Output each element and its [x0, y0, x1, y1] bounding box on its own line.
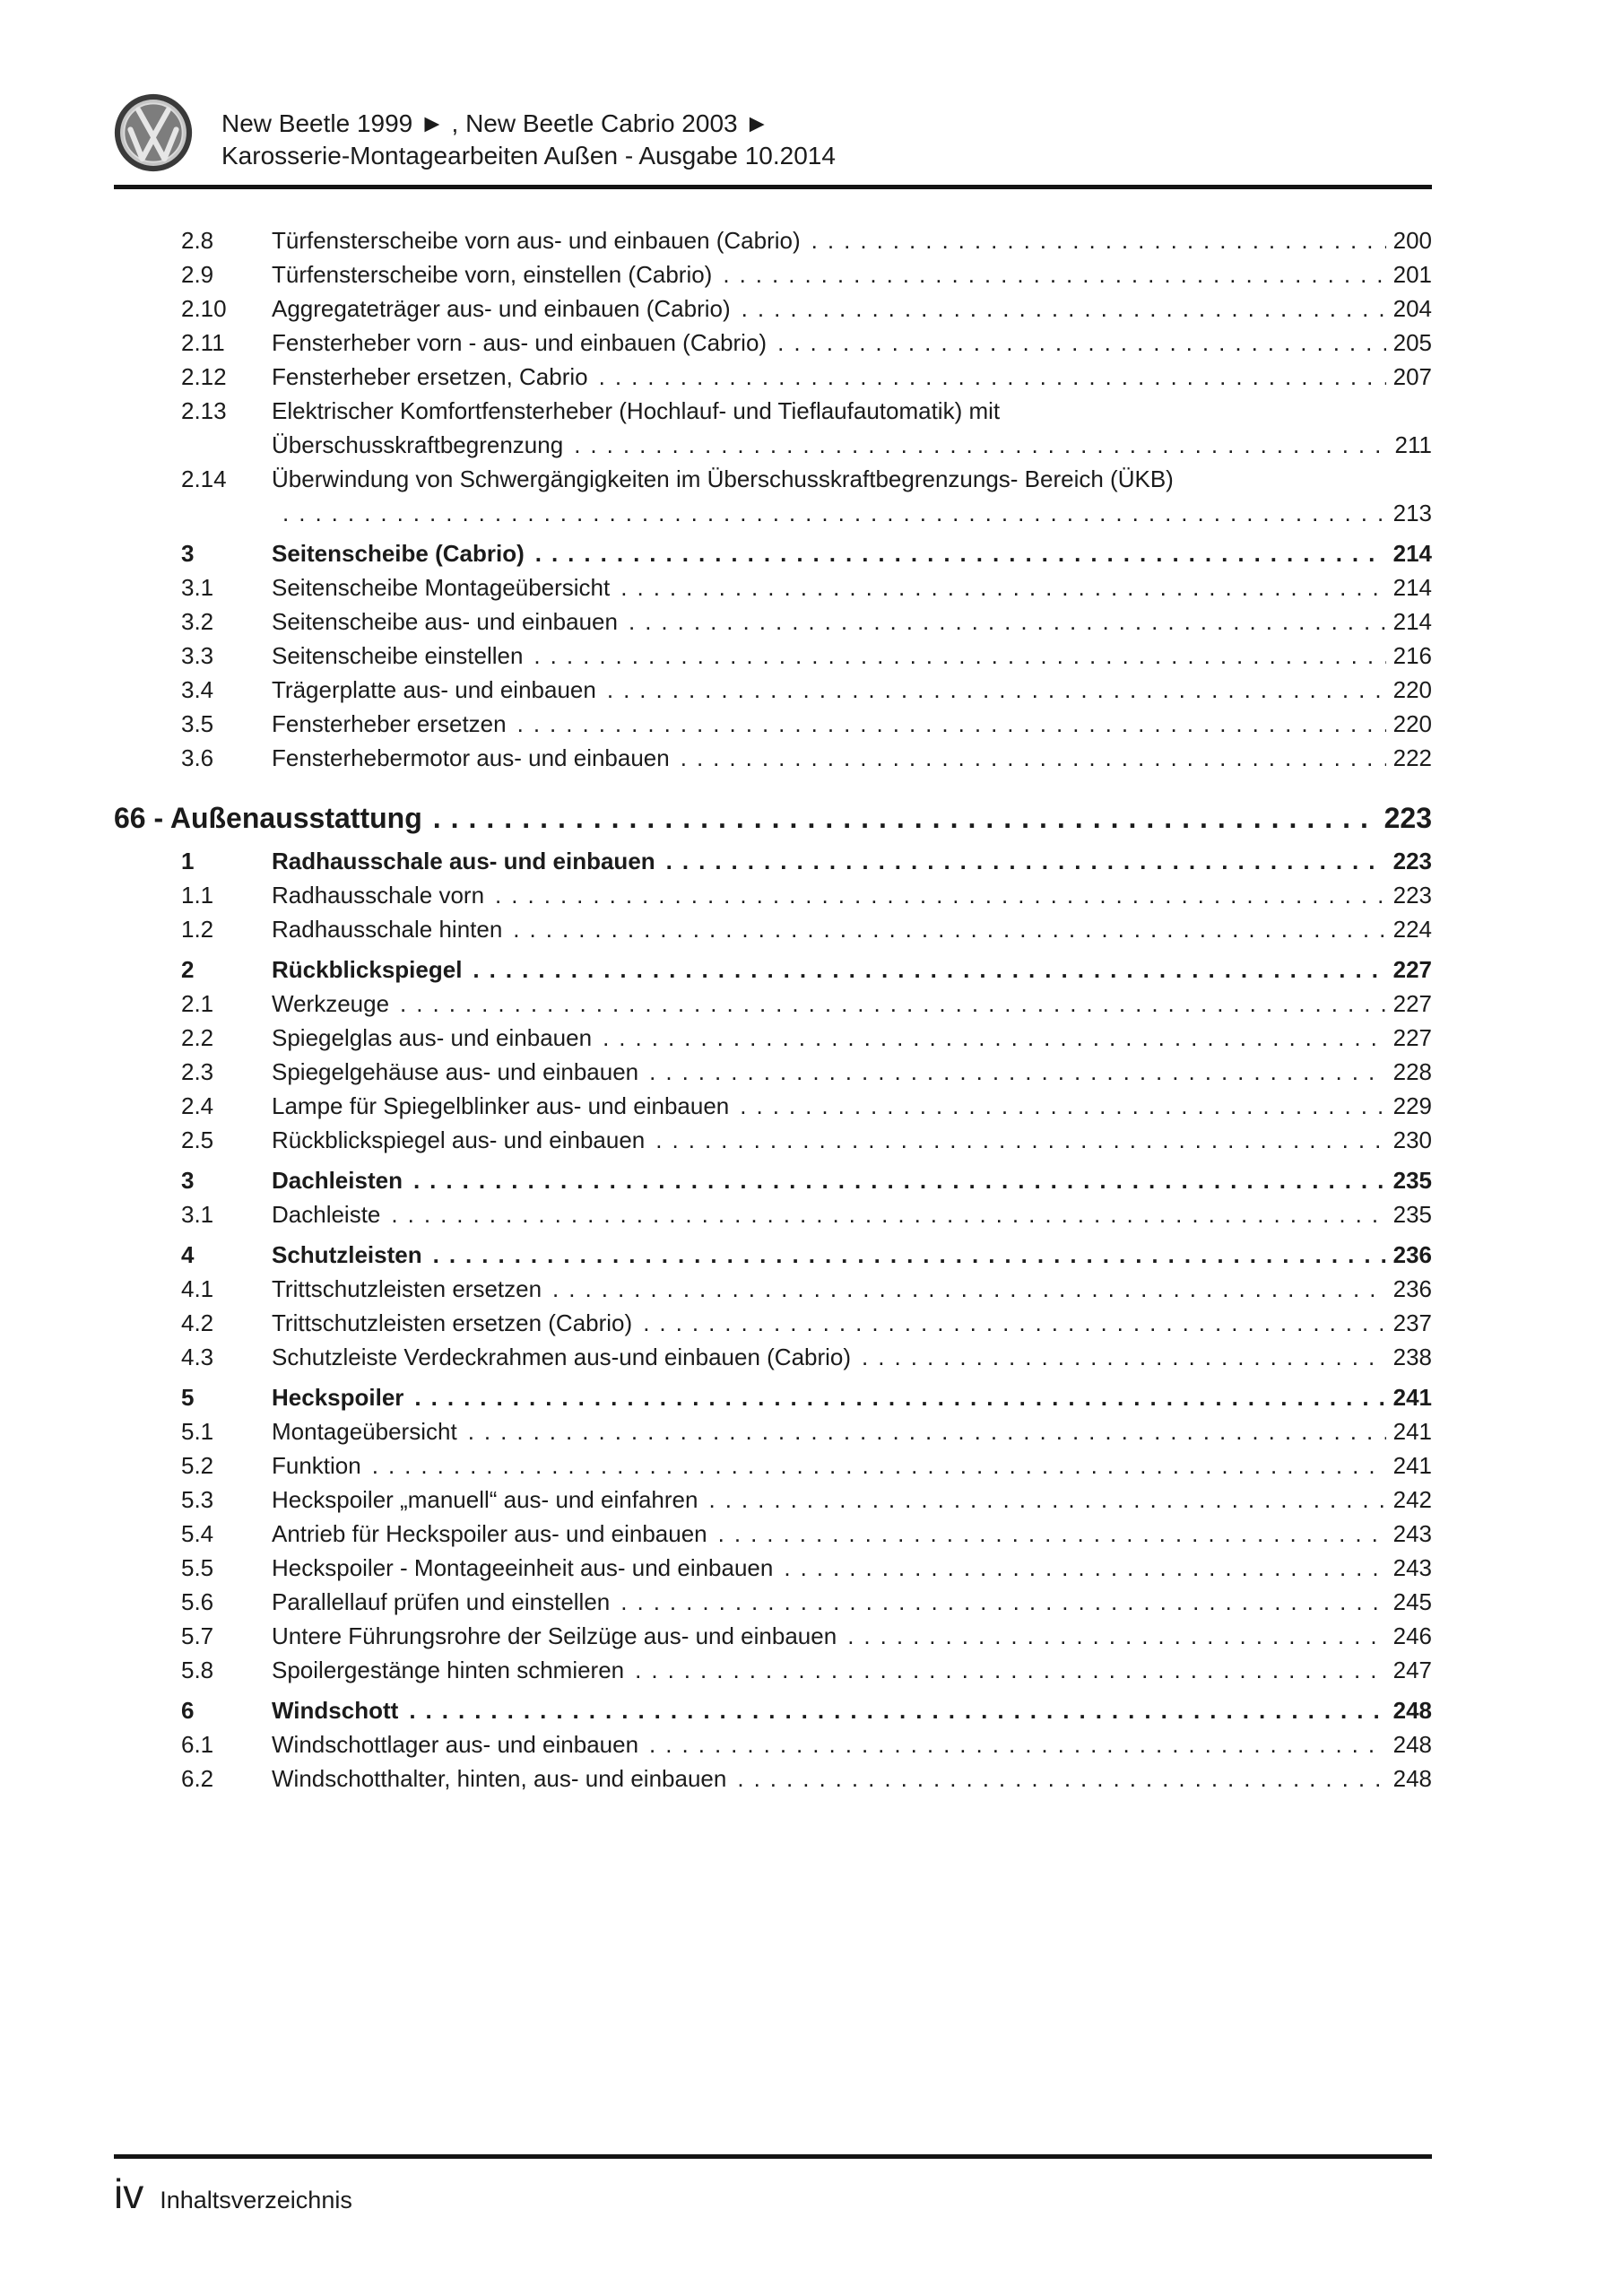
dot-leader	[643, 1306, 1385, 1340]
toc-entry-title: Trägerplatte aus- und einbauen	[272, 676, 596, 703]
toc-entry	[114, 707, 1432, 741]
toc-entry-body	[272, 291, 1432, 326]
toc-entry-body	[272, 952, 1432, 987]
toc-entry	[114, 1055, 1432, 1089]
toc-entry-title: Funktion	[272, 1452, 361, 1479]
toc-entry-number: 4	[181, 1241, 195, 1268]
toc-entry-number: 2.10	[181, 295, 227, 322]
toc-entry-number: 3	[181, 1167, 195, 1194]
toc-entry-number: 4.2	[181, 1309, 214, 1336]
toc-entry-body	[272, 1272, 1432, 1306]
toc-entry-number: 2.5	[181, 1126, 214, 1153]
toc-entry	[114, 1551, 1432, 1585]
toc-entry-number: 2.14	[181, 465, 227, 492]
toc-entry-page: 248	[1392, 1765, 1432, 1792]
toc-entry-body	[272, 741, 1432, 775]
toc-entry-number: 2.8	[181, 227, 214, 254]
toc-entry	[114, 673, 1432, 707]
toc-entry	[114, 1163, 1432, 1197]
toc-entry-page: 204	[1392, 295, 1432, 322]
toc-entry-body	[272, 1414, 1432, 1448]
dot-leader	[513, 912, 1385, 946]
toc-entry-title: Schutzleiste Verdeckrahmen aus-und einbauen (Cabrio)	[272, 1344, 852, 1370]
dot-leader	[400, 987, 1386, 1021]
toc-entry-title: Trittschutzleisten ersetzen	[272, 1275, 542, 1302]
toc-entry-body	[272, 1483, 1432, 1517]
toc-entry	[114, 1727, 1432, 1761]
toc-entry-title: Windschottlager aus- und einbauen	[272, 1731, 639, 1758]
dot-leader	[742, 291, 1386, 326]
toc-entry-title: Montageübersicht	[272, 1418, 457, 1445]
dot-leader	[649, 1727, 1386, 1761]
toc-entry-page: 228	[1392, 1058, 1432, 1085]
toc-entry	[114, 741, 1432, 775]
dot-leader	[862, 1340, 1386, 1374]
toc-entry-body	[272, 1163, 1432, 1197]
footer-label: Inhaltsverzeichnis	[160, 2187, 352, 2213]
dot-leader	[473, 952, 1385, 987]
toc-entry-body	[272, 462, 1432, 530]
dot-leader	[599, 360, 1386, 394]
toc-entry-body	[272, 1585, 1432, 1619]
toc-entry	[114, 878, 1432, 912]
toc-entry-number: 5.5	[181, 1554, 214, 1581]
toc-entry-body	[272, 326, 1432, 360]
dot-leader	[708, 1483, 1385, 1517]
toc-entry	[114, 952, 1432, 987]
toc-entry-title: Fensterhebermotor aus- und einbauen	[272, 744, 670, 771]
toc-entry-page: 205	[1392, 329, 1432, 356]
toc-entry-page: 243	[1392, 1554, 1432, 1581]
dot-leader	[433, 1238, 1386, 1272]
toc-entry-number: 3.4	[181, 676, 214, 703]
toc-entry-page: 224	[1392, 916, 1432, 943]
toc-entry-page: 246	[1392, 1622, 1432, 1649]
toc-entry-title: Schutzleisten	[272, 1241, 422, 1268]
footer-text-line	[114, 2171, 1432, 2216]
toc-entry	[114, 1340, 1432, 1374]
toc-entry-page: 241	[1392, 1418, 1432, 1445]
toc-entry-title: Trittschutzleisten ersetzen (Cabrio)	[272, 1309, 633, 1336]
toc-entry	[114, 1380, 1432, 1414]
toc-entry-page: 235	[1392, 1201, 1432, 1228]
toc-entry-title: Fensterheber vorn - aus- und einbauen (Cabrio)	[272, 329, 768, 356]
dot-leader	[666, 844, 1386, 878]
toc-entry	[114, 257, 1432, 291]
toc-entry-title: Spiegelglas aus- und einbauen	[272, 1024, 593, 1051]
toc-entry-body	[272, 257, 1432, 291]
toc-entry-number: 2	[181, 956, 195, 983]
toc-entry-body	[272, 360, 1432, 394]
header-title-block	[221, 108, 836, 174]
toc-entry-body	[272, 707, 1432, 741]
toc-entry-title: Rückblickspiegel	[272, 956, 463, 983]
toc-entry-body	[272, 878, 1432, 912]
toc-entry	[114, 912, 1432, 946]
toc-entry-body	[272, 639, 1432, 673]
dot-leader	[495, 878, 1386, 912]
toc-entry	[114, 1585, 1432, 1619]
dot-leader	[649, 1055, 1385, 1089]
toc-entry-page: 247	[1392, 1657, 1432, 1683]
toc-entry-number: 1	[181, 848, 195, 874]
toc-entry	[114, 1021, 1432, 1055]
dot-leader	[433, 798, 1377, 838]
toc-entry	[114, 604, 1432, 639]
toc-entry-title: Überwindung von Schwergängigkeiten im Überschusskraftbegrenzungs- Bereich (ÜKB)	[272, 465, 1174, 492]
toc-entry-body	[272, 394, 1432, 462]
dot-leader	[414, 1380, 1385, 1414]
toc-entry-title: Lampe für Spiegelblinker aus- und einbauen	[272, 1092, 730, 1119]
toc-entry-body	[272, 1551, 1432, 1585]
toc-entry-title: Windschott	[272, 1697, 399, 1724]
dot-leader	[655, 1123, 1385, 1157]
dot-leader	[718, 1517, 1386, 1551]
toc-entry-number: 4.1	[181, 1275, 214, 1302]
dot-leader	[533, 639, 1385, 673]
toc-entry	[114, 1653, 1432, 1687]
toc-entry-page: 220	[1392, 710, 1432, 737]
dot-leader	[737, 1761, 1385, 1796]
toc-entry-number: 2.12	[181, 363, 227, 390]
dot-leader	[468, 1414, 1386, 1448]
toc-entry-page: 222	[1392, 744, 1432, 771]
dot-leader	[552, 1272, 1386, 1306]
toc-entry-title: Heckspoiler	[272, 1384, 404, 1411]
toc-entry-page: 236	[1392, 1275, 1432, 1302]
dot-leader	[784, 1551, 1385, 1585]
toc-entry-number: 6	[181, 1697, 195, 1724]
toc-entry-page: 238	[1392, 1344, 1432, 1370]
toc-entry-page: 242	[1392, 1486, 1432, 1513]
toc-entry-title: 66 - Außenausstattung	[114, 802, 422, 834]
toc-entry-title: Fensterheber ersetzen	[272, 710, 507, 737]
toc-entry-page: 223	[1383, 802, 1432, 834]
toc-entry-title: Parallellauf prüfen und einstellen	[272, 1588, 611, 1615]
toc-entry-title: Spoilergestänge hinten schmieren	[272, 1657, 625, 1683]
toc-entry	[114, 360, 1432, 394]
toc-entry-page: 214	[1392, 608, 1432, 635]
toc-entry-page: 213	[1392, 500, 1432, 526]
toc-entry-title: Seitenscheibe einstellen	[272, 642, 524, 669]
toc-chapter-entry	[114, 798, 1432, 838]
page-header	[114, 91, 1432, 174]
toc-entry-body	[272, 1306, 1432, 1340]
toc-entry-page: 223	[1392, 848, 1432, 874]
toc-entry	[114, 1089, 1432, 1123]
toc-entry-title: Radhausschale vorn	[272, 882, 485, 909]
toc-entry	[114, 1761, 1432, 1796]
toc-entry-title: Aggregateträger aus- und einbauen (Cabrio)	[272, 295, 731, 322]
toc-entry-page: 227	[1392, 990, 1432, 1017]
toc-entry-number: 3.2	[181, 608, 214, 635]
toc-entry-page: 237	[1392, 1309, 1432, 1336]
toc-entry-page: 227	[1392, 956, 1432, 983]
dot-leader	[574, 428, 1387, 462]
toc-entry-number: 5.8	[181, 1657, 214, 1683]
toc-entry	[114, 1414, 1432, 1448]
toc-entry	[114, 1238, 1432, 1272]
toc-entry-body	[272, 1761, 1432, 1796]
toc-entry-body	[272, 673, 1432, 707]
toc-entry-page: 248	[1392, 1697, 1432, 1724]
toc-entry-body	[272, 1340, 1432, 1374]
toc-entry-body	[272, 604, 1432, 639]
toc-entry-body	[272, 1448, 1432, 1483]
toc-entry-page: 248	[1392, 1731, 1432, 1758]
page-footer	[114, 2154, 1432, 2216]
dot-leader	[607, 673, 1386, 707]
toc-entry-page: 229	[1392, 1092, 1432, 1119]
toc-entry-body	[272, 1653, 1432, 1687]
dot-leader	[723, 257, 1385, 291]
header-model-line: New Beetle 1999 ► , New Beetle Cabrio 2003 ►	[221, 109, 770, 137]
toc-entry-title: Heckspoiler „manuell“ aus- und einfahren	[272, 1486, 698, 1513]
toc-entry-page: 200	[1392, 227, 1432, 254]
toc-entry-body	[272, 1693, 1432, 1727]
toc-entry-body	[272, 1197, 1432, 1231]
toc-entry-number: 2.4	[181, 1092, 214, 1119]
toc-entry-number: 2.9	[181, 261, 214, 288]
toc-entry-number: 5	[181, 1384, 195, 1411]
footer-rule	[114, 2154, 1432, 2159]
toc-entry-number: 4.3	[181, 1344, 214, 1370]
toc-entry-title: Türfensterscheibe vorn, einstellen (Cabrio)	[272, 261, 713, 288]
toc-entry-page: 201	[1392, 261, 1432, 288]
toc-entry-title: Radhausschale hinten	[272, 916, 503, 943]
toc-entry-number: 5.2	[181, 1452, 214, 1479]
toc-entry-title: Windschotthalter, hinten, aus- und einbauen	[272, 1765, 727, 1792]
toc-entry	[114, 1197, 1432, 1231]
toc-entry-page: 216	[1392, 642, 1432, 669]
toc-entry-body	[272, 570, 1432, 604]
toc-entry-body	[272, 1238, 1432, 1272]
toc-entry-body	[272, 987, 1432, 1021]
toc-entry-page: 211	[1394, 431, 1432, 458]
toc-entry-page: 236	[1392, 1241, 1432, 1268]
toc-entry-title: Spiegelgehäuse aus- und einbauen	[272, 1058, 639, 1085]
toc-entry-title: Radhausschale aus- und einbauen	[272, 848, 655, 874]
toc-entry-page: 241	[1392, 1384, 1432, 1411]
toc-entry-page: 241	[1392, 1452, 1432, 1479]
toc-entry-number: 5.7	[181, 1622, 214, 1649]
toc-entry-number: 2.3	[181, 1058, 214, 1085]
dot-leader	[413, 1163, 1386, 1197]
dot-leader	[535, 536, 1386, 570]
toc-entry-number: 6.2	[181, 1765, 214, 1792]
dot-leader	[811, 223, 1386, 257]
toc-entry-number: 2.2	[181, 1024, 214, 1051]
toc-entry-title: Dachleisten	[272, 1167, 403, 1194]
toc-entry-title: Heckspoiler - Montageeinheit aus- und einbauen	[272, 1554, 774, 1581]
toc-entry-number: 2.13	[181, 397, 227, 424]
toc-entry	[114, 1693, 1432, 1727]
toc-entry-number: 6.1	[181, 1731, 214, 1758]
toc-entry-title: Werkzeuge	[272, 990, 390, 1017]
toc-entry-body	[272, 1123, 1432, 1157]
dot-leader	[282, 496, 1386, 530]
dot-leader	[391, 1197, 1385, 1231]
toc-entry-number: 5.4	[181, 1520, 214, 1547]
toc-entry-page: 245	[1392, 1588, 1432, 1615]
toc-entry-number: 3.5	[181, 710, 214, 737]
toc-entry-page: 220	[1392, 676, 1432, 703]
toc-entry	[114, 1483, 1432, 1517]
toc-entry	[114, 570, 1432, 604]
toc-entry	[114, 1517, 1432, 1551]
toc-entry	[114, 462, 1432, 530]
toc-entry-number: 3	[181, 540, 195, 567]
toc-entry-title: Rückblickspiegel aus- und einbauen	[272, 1126, 646, 1153]
toc-entry-number: 5.6	[181, 1588, 214, 1615]
toc-entry	[114, 1123, 1432, 1157]
toc-entry	[114, 1448, 1432, 1483]
toc-entry	[114, 1619, 1432, 1653]
toc-entry	[114, 326, 1432, 360]
toc-entry-number: 3.1	[181, 1201, 214, 1228]
toc-entry	[114, 291, 1432, 326]
toc-entry	[114, 223, 1432, 257]
toc-entry-title: Fensterheber ersetzen, Cabrio	[272, 363, 588, 390]
toc-entry-page: 243	[1392, 1520, 1432, 1547]
toc-entry-body	[272, 223, 1432, 257]
toc-entry	[114, 1306, 1432, 1340]
toc-entry	[114, 1272, 1432, 1306]
toc-entry-title: Seitenscheibe (Cabrio)	[272, 540, 525, 567]
toc-entry-number: 1.1	[181, 882, 214, 909]
header-rule	[114, 185, 1432, 189]
toc-entry-title: Antrieb für Heckspoiler aus- und einbauen	[272, 1520, 707, 1547]
toc-entry-number: 5.3	[181, 1486, 214, 1513]
toc-entry-number: 2.11	[181, 329, 225, 356]
toc-entry-page: 223	[1392, 882, 1432, 909]
dot-leader	[409, 1693, 1385, 1727]
dot-leader	[517, 707, 1386, 741]
toc-entry-page: 230	[1392, 1126, 1432, 1153]
toc-entry-body	[272, 1380, 1432, 1414]
toc-entry	[114, 639, 1432, 673]
header-subtitle-line: Karosserie-Montagearbeiten Außen - Ausgabe 10.2014	[221, 142, 836, 170]
page-number-roman: iv	[114, 2170, 144, 2217]
dot-leader	[620, 570, 1385, 604]
toc-entry	[114, 394, 1432, 462]
dot-leader	[681, 741, 1386, 775]
toc-entry-body	[272, 1055, 1432, 1089]
dot-leader	[740, 1089, 1385, 1123]
toc-entry-body	[272, 1619, 1432, 1653]
dot-leader	[620, 1585, 1385, 1619]
toc-entry	[114, 987, 1432, 1021]
dot-leader	[372, 1448, 1386, 1483]
toc-entry-body	[272, 844, 1432, 878]
toc-entry-number: 5.1	[181, 1418, 214, 1445]
toc-entry-number: 2.1	[181, 990, 214, 1017]
toc-entry-page: 214	[1392, 540, 1432, 567]
toc-entry-body	[272, 912, 1432, 946]
toc-entry-page: 227	[1392, 1024, 1432, 1051]
toc-entry-page: 214	[1392, 574, 1432, 601]
dot-leader	[603, 1021, 1386, 1055]
toc-entry-title: Seitenscheibe aus- und einbauen	[272, 608, 618, 635]
dot-leader	[635, 1653, 1385, 1687]
toc-entry-page: 235	[1392, 1167, 1432, 1194]
toc-entry-title: Türfensterscheibe vorn aus- und einbauen (Cabrio)	[272, 227, 801, 254]
toc-entry-title: Dachleiste	[272, 1201, 381, 1228]
dot-leader	[777, 326, 1386, 360]
toc-entry-body	[272, 1517, 1432, 1551]
dot-leader	[629, 604, 1386, 639]
toc-entry-title: Elektrischer Komfortfensterheber (Hochlauf- und Tieflaufautomatik) mit	[272, 397, 1001, 424]
dot-leader	[847, 1619, 1385, 1653]
toc-entry-body	[272, 1727, 1432, 1761]
toc-entry-body	[114, 798, 1432, 838]
toc-entry-title-line2: Überschusskraftbegrenzung	[272, 431, 564, 458]
toc-entry-number: 3.3	[181, 642, 214, 669]
toc-entry-title: Seitenscheibe Montageübersicht	[272, 574, 611, 601]
toc-entry-number: 3.1	[181, 574, 214, 601]
table-of-contents	[114, 223, 1432, 1796]
toc-entry-number: 1.2	[181, 916, 214, 943]
toc-entry	[114, 536, 1432, 570]
toc-entry-title: Untere Führungsrohre der Seilzüge aus- und einbauen	[272, 1622, 837, 1649]
toc-entry-body	[272, 1089, 1432, 1123]
toc-entry-page: 207	[1392, 363, 1432, 390]
toc-entry-number: 3.6	[181, 744, 214, 771]
toc-entry-body	[272, 536, 1432, 570]
vw-logo-icon	[114, 91, 193, 174]
toc-entry	[114, 844, 1432, 878]
toc-entry-body	[272, 1021, 1432, 1055]
